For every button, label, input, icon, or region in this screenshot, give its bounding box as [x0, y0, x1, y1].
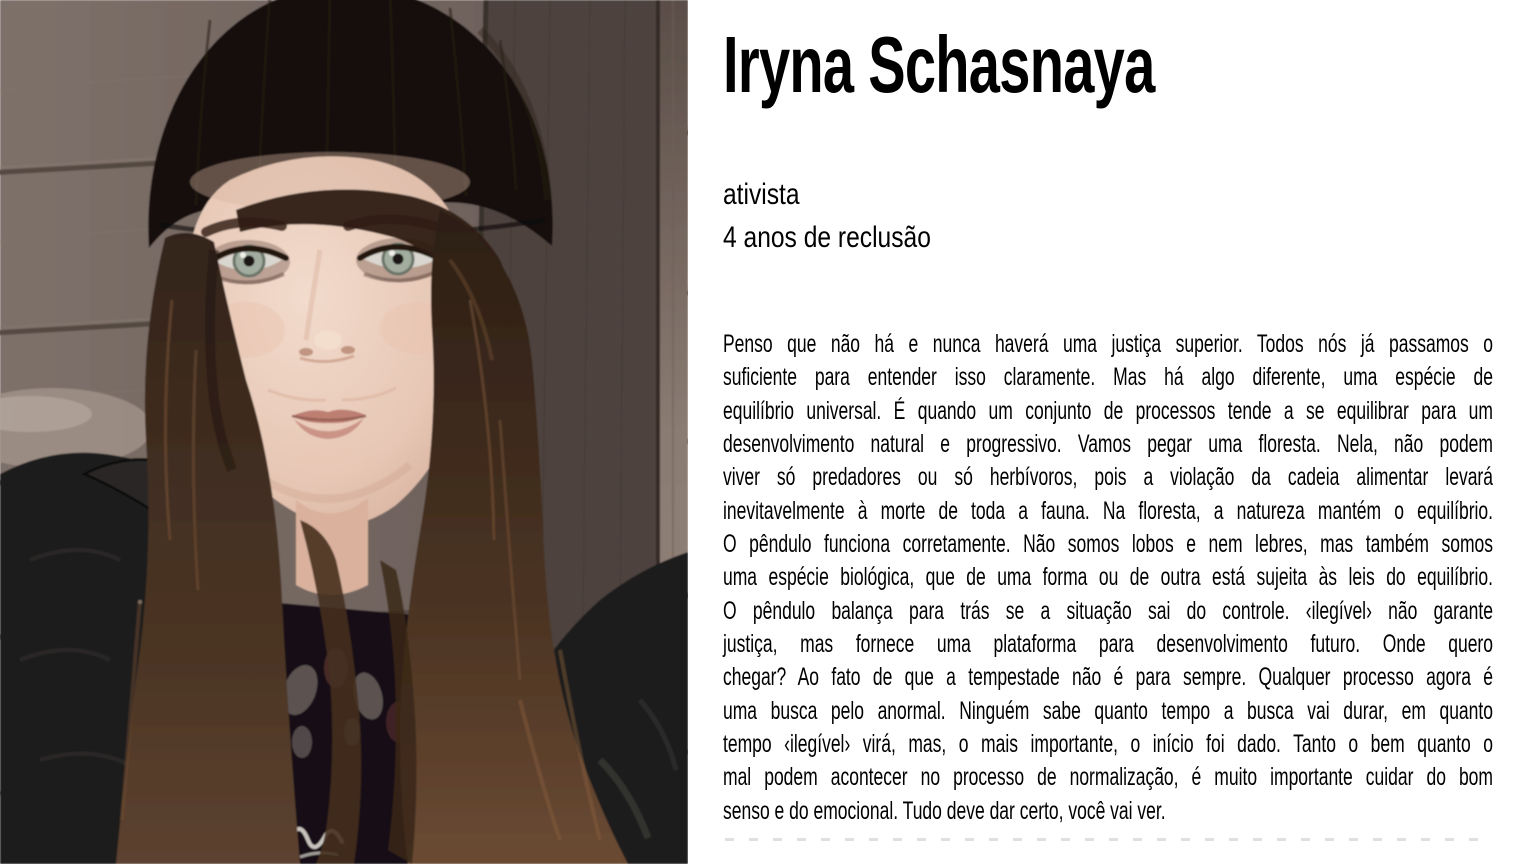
quote-line: tempo ‹ilegível› virá, mas, o mais importante, o início foi dado. Tanto o bem quanto o — [723, 730, 1493, 759]
profile-quote — [723, 328, 1493, 828]
quote-line: uma busca pelo anormal. Ninguém sabe quanto tempo a busca vai durar, em quanto — [723, 696, 1493, 725]
profile-sentence: 4 anos de reclusão — [723, 221, 931, 254]
profile-role: ativista — [723, 178, 800, 211]
quote-line: mal podem acontecer no processo de normalização, é muito importante cuidar do bom — [723, 763, 1493, 792]
quote-line: O pêndulo funciona corretamente. Não somos lobos e nem lebres, mas também somos — [723, 530, 1493, 559]
quote-line: justiça, mas fornece uma plataforma para desenvolvimento futuro. Onde quero — [723, 630, 1493, 659]
quote-line: senso e do emocional. Tudo deve dar certo, você vai ver. — [723, 796, 1166, 825]
quote-line: uma espécie biológica, que de uma forma ou de outra está sujeita às leis do equilíbrio. — [723, 563, 1493, 592]
clipped-next-line — [725, 838, 1493, 841]
portrait-photo — [0, 0, 688, 864]
quote-line: desenvolvimento natural e progressivo. Vamos pegar uma floresta. Nela, não podem — [723, 430, 1493, 459]
quote-line: chegar? Ao fato de que a tempestade não é para sempre. Qualquer processo agora é — [723, 663, 1493, 692]
quote-line: equilíbrio universal. É quando um conjunto de processos tende a se equilibrar para um — [723, 396, 1493, 425]
quote-line: suficiente para entender isso claramente. Mas há algo diferente, uma espécie de — [723, 363, 1493, 392]
quote-line: viver só predadores ou só herbívoros, pois a violação da cadeia alimentar levará — [723, 463, 1493, 492]
quote-line: inevitavelmente à morte de toda a fauna. Na floresta, a natureza mantém o equilíbrio. — [723, 496, 1493, 525]
profile-name: Iryna Schasnaya — [723, 20, 1155, 109]
profile-text-column — [723, 0, 1493, 864]
quote-line: Penso que não há e nunca haverá uma justiça superior. Todos nós já passamos o — [723, 330, 1493, 358]
portrait-photo-svg — [0, 0, 688, 864]
profile-subtitle — [723, 173, 1493, 259]
quote-line: O pêndulo balança para trás se a situação sai do controle. ‹ilegível› não garante — [723, 596, 1493, 625]
